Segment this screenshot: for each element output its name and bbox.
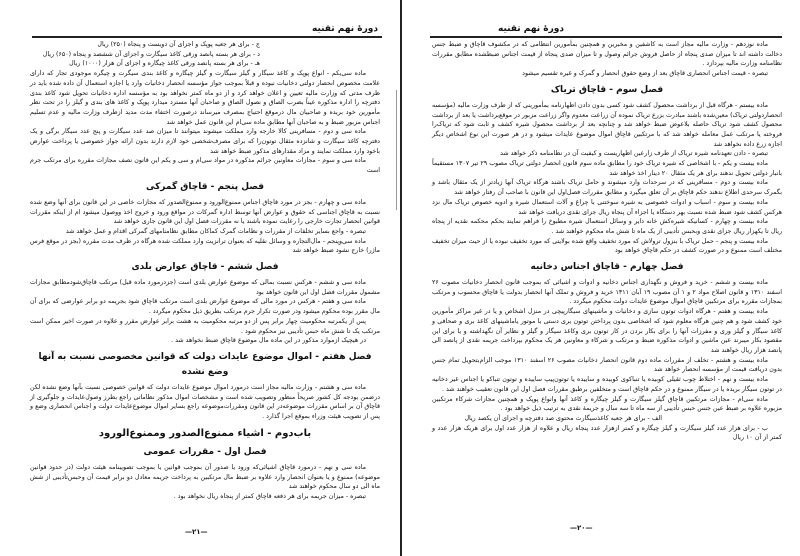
- article-paragraph: ماده سی‌وپنجم - مال‌التجاره و وسائل نقلیه که بعنوان ترانزیت وارد مملکت شده هرگاه در ظرف مدت مقرره (بجز در موقع فرس ماژر) خارج نشود ضبط خواهد شد: [30, 237, 380, 255]
- article-paragraph: ماده سی و هشتم - وزارت مالیه مجاز است درمورد اموال موضوع عایدات دولت که قوانین خصوصی نسبت بآنها وضع نشده لکن درضمن بودجه کل کشور صریحاً منظور وتصویب شده است و مشخصات اموال مذکور نظاماتی راجع بطرز وصول‌عایدات و جلوگیری از قاچاق آن بر اساس مقررات موضوعه‌در این قانون ومقررات‌موضوعه راجع بسایر اموال موضوع‌عایدات دولت و اجناس انحصاری وضع و پس از تصویب هیئت وزراء بموقع اجرا گذارد .: [30, 383, 380, 421]
- article-paragraph: پس از یکمرتبه محکومیت چهار برابر پس از دو مرتبه محکومیت به هشت برابر عوارض مقرر و علاوه در صورت اخیر ممکن است مرتکب یک تا شش ماه حبس تأدیبی نیز محکوم شود .: [30, 317, 380, 335]
- list-item: ج - برای هر جعبه پوپک و اجزای آن دویست و پنجاه (۲۵۰) ریال: [97, 41, 260, 48]
- article-paragraph: ماده بیست و ششم - خرید و فروش و نگهداری اجناس دخانیه و ادوات و اشیائی که بموجب قانون انحصار دخانیات مصوب ۲۶ اسفند ۱۳۱۰ و قانون اصلاح مواد ۲ و ۱ آن مصوب ۱۹ آبان ۱۳۱۱ خرید و فروش و تملک آنها انحصار بدولت یا قاچاق محسوب و مرتکب بمجازات مقرره برای مرتکبین قاچاق اموال موضوع عایدات دولت محکوم میگردد .: [432, 279, 782, 306]
- part-heading: باب‌دوم - اشیاء ممنوع‌الصدور وممنوع‌الورود: [98, 427, 312, 439]
- article-paragraph: ماده بیست و هشتم - تخلف از مقررات ماده دوم قانون انحصار دخانیات مصوب ۲۶ اسفند ۱۳۱۰ موجب الزام‌بتحویل تمام جنس بدون دریافت قیمت از مؤسسه انحصار خواهد شد: [432, 356, 782, 374]
- section-heading: فصل چهارم - قاچاق اجناس دخانیه: [530, 262, 684, 273]
- page-body: [432, 40, 782, 443]
- article-paragraph: تبصره - دادن تعهدنامه شیره تریاک از طرف زارعین اظهاریست و کیفیت آن در نظامنامه ذکر خواهد شد: [500, 150, 768, 158]
- header-rule: [32, 36, 382, 38]
- article-paragraph: ماده سی و دوم - مسافرینی کالا خارجه وارد مملکت میشوند میتوانند تا میزان صد عدد سیگارت و پنج عدد سیگار برگی و یک دفترچه کاغذ سیگارت و شانزده مثقال توتون‌را که برای مصرف‌شخصی خود لازم دارند بدون ارائه جواز خصوصی یا پرداخت عوارض باخود وارد مملکت نمایند و مزاد مقدارهای مذکور ضبط خواهد شد: [30, 128, 380, 155]
- article-paragraph: ماده بیست و دوم - مسافرینی که در سرحدات وارد میشوند و حامل تریاک باشند هرگاه تریاک آنها زیادتر از یک مثقال باشد و بگمرک سرحدی اطلاع ندهند حکم قاچاق بر آن تعلق میگیرد و مطابق مقررات فصل‌اول این قانون با صاحب آن رفتار خواهد شد: [432, 179, 782, 197]
- article-paragraph: ماده سی و سوم - مجازات معاونین جرائم مذکوره در مواد سی‌ام و سی و یکم این قانون نصف مجازات مقرره برای مرتکب جرم است: [30, 157, 380, 175]
- section-heading: فصل هفتم - اموال موضوع عایدات دولت که قوانین مخصوصی نسبت به آنها وضع نشده: [38, 351, 372, 377]
- section-heading: فصل ششم - قاچاق عوارض بلدی: [131, 262, 279, 273]
- section-heading: فصل سوم - قاچاق تریاک: [550, 84, 664, 95]
- article-paragraph: ب - برای هزار عدد گیلز سیگارت و گیلز چیگاره و کمتر ازهزار عدد پنجاه ریال و علاوه از هزار عدد اول برای هریک هزار عدد و کمتر از آن ۱۰ ریال: [432, 424, 782, 442]
- article-paragraph: ماده بیست و سوم - اسباب و ادوات خصوصی به شیره سوختنی با چراغ و آلات استعمال شیره و ادویه خصوص تریاک مال نزد هرکس کشف شود ضبط شده نسبت بهر دستگاه یا اجزاء آن پنجاه ریال جزای نقدی دریافت خواهد شد: [432, 198, 782, 216]
- list-item: هـ - برای هر بسته پانصد ورقی کاغذ چیگاره و اجزای آن هزار (۱۰۰۰) ریال: [69, 60, 260, 68]
- article-paragraph: ماده بیست و پنجم - حمل تریاک با بنزول ترولاش که مورد تخفیف واقع شده بولایتی که مورد تخفیف نبوده یا از حیث میزان تخفیف مختلف است ممنوع و در صورت کشف در حکم قاچاق خواهد بود: [432, 237, 782, 255]
- list-item: د - برای هر بسته پانصد ورقی کاغذ سیگارت و اجزای آن ششصد و پنجاه (۶۵۰) ریال: [42, 50, 260, 58]
- section-heading: فصل اول - مقررات عمومی: [143, 446, 267, 457]
- article-paragraph: در هیچیک ازموارد مذکور در این ماده مال موضوع قاچاق ضبط نخواهد شد .: [171, 337, 366, 345]
- article-paragraph: ماده نوزدهم - وزارت مالیه مجاز است به کاشفین و مخبرین و همچنین بمأمورین انتظامی که در مکشوف قاچاق و ضبط جنس دخالت داشته اند تا میزان صدی پنجاه از حاصل فروش جرائم وصول و تا میزان صدی پنجاه از قیمت اجناس ضبطشده مطابق مقررات نظامنامه وزارت مالیه بپردازد .: [432, 41, 782, 68]
- article-paragraph: ماده سی و ششم - هرکس نسبت بمالی که موضوع عوارض بلدی است (جزدرمورد ماده قبل) مرتکب قاچاق‌شودمطابق مجازات مشمول مقررات فصل اول این قانون خواهد بود: [30, 279, 380, 296]
- page-body: [30, 40, 380, 502]
- scan-edge: [396, 90, 397, 210]
- article-paragraph: ماده بیست و یکم - با اشخاصی که شیره تریاک خود را مطابق ماده سوم قانون انحصار دولتی تریاک مصوب ۲۹ تیر ۱۳۰۷ مستقیماً بانبار دولتی تحویل ندهند برای هر یک مثقال ۲۰ دینار اخذ خواهد شد: [432, 160, 782, 177]
- article-paragraph: ماده بیست و نهم - اختلاط چوب ثقیلی کوبیده یا تنباکوی کوبیده و ساییده یا توتون‌پیپ ساییده و توتون تنباکو یا اجناس غیر دخانیه در توتون سیگار بریده یا در سیگار ممنوع و در حکم قاچاق است و متخلفین برطبق مقررات فصل اول این قانون تعقیب خواهند شد .: [432, 376, 782, 393]
- article-paragraph: ماده بیست و چهارم - کسانیکه شیره‌کش خانه دایر و وسائل استعمال شیره مطبوخ را فراهم نمایند بحکم محکمه نقدیه از پنجاه ریال تا یکهزار ریال جزای نقدی وبحبس تأدیبی از یک ماه تا شش ماه محکوم خواهند شد .: [432, 218, 782, 235]
- right-page: [400, 0, 800, 556]
- article-paragraph: ماده سی و چهارم - بجز در مورد قاچاق اجناس ممنوع‌الورود و ممنوع‌الصدور که مجازات خاصی در این قانون برای آنها وضع شده نسبت به قاچاق اجناسی که حقوق و عوارض آنها توسط اداره گمرکات در مواقع ورود و خروج اخذ ووصول میشود ام از اینکه مقررات قوانین انحصار تجارت خارجی را رعایت نموده باشند یا نه مقررات فصل اول این قانون جاری خواهد شد: [30, 198, 380, 226]
- page-number: —۲۰—: [570, 524, 593, 532]
- article-paragraph: ماده بیست و هفتم - هرگاه ادوات توتون سازی و دخانیات و ماشینهای سیگارپیچی در منزل اشخاص و یا در غیر مراکز مأمورین خود کشف شود و هم چنین هرگاه معلوم شود که اشخاصی بدون پرداختن توتون بری دستی یا موتور یاماشینهای کاغذ بری و صحافی و کاغذ سیگار و گیلز وری و مفرزات آنها را برای بکار بردن در کار توتون بری وکاغذ سیگار و گیلز و نظایر آن نگهداشته و یا برای این مقصود بکار میبرند عین ماشین و ادوات مذکوره ضبط و مرتکب و شرکاء و معاونین هر یک محکوم بپرداخت جریمه نقدی از پانصد الی پانصد هزار ریال خواهند شد: [432, 308, 782, 354]
- header-rule: [430, 36, 782, 38]
- list-item: الف - برای هر جعبه کاغذسیگارت محتوی صد دفترچه و اجزای آن یکصد ریال: [464, 414, 662, 422]
- article-paragraph: ماده سی و نهم - درمورد قاچاق اشیائی‌که ورود یا صدور آن بموجب قوانین یا بموجب تصویبنامه هیئت دولت (در حدود قوانین موضوعه) ممنوع و یا بعنوان انحصار وارد علاوه بر ضبط مال مرتکبین به پرداخت جریمه معادل دو برابر قیمت آن وحبس‌تأدیبی از شش ماه الی دو سال محکوم خواهند شد: [30, 463, 380, 491]
- page-header: دورهٔ نهم تقنیه: [311, 24, 378, 34]
- article-paragraph: تبصره - قیمت اجناس انحصاری قاچاق بعد از وضع حقوق انحصار و گمرک و غیره تقسیم میشود: [522, 70, 768, 78]
- page-header: دورهٔ نهم تقنیه: [497, 24, 564, 34]
- page-number: —۲۱—: [185, 528, 208, 536]
- article-paragraph: ماده سی‌یکم - انواع پوپک و کاغذ سیگار و گیلز سیگارت و گیلز چیگاره و کاغذ بندی سیگرت و چیگره موجودی تجار که دارای علامت مخصوص انحصار دولتی دخانیات نبوده و قبلاً بموجب جواز مؤسسه انحصار دخانیات وارد یا اجازه استعمال آن داده شده باید در ظرف مدتی که وزارت مالیه تعیین و اعلان خواهد کرد و از دو ماه کمتر نخواهد بود به مؤسسه اداره دخانیات تحویل شود کاغذ بندی دفترچه را اداره مذکوره عیناً بضرب الصاق و نصول الصاق و صاحبان آنها مسترد میدارد پوپک و کاغذ های بندی و گیلز را در تحت نظر مأمورین خود بریده و صاحبیان مال درموقع احتیاج بمصرف میرساند درصورت اختفاء مدت مدید ازطرف وزارت مالیه و عدم تسلیم اجناس مزبور ضبط و به صاحبان آنها مطابق ماده سی‌ام این قانون عمل خواهد شد: [30, 70, 380, 126]
- article-paragraph: تبصره - واجع بسایر تخلفات از مقررات و نظامات گمرک کماکان مطابق نظامنامهای گمرکی اقدام و عمل خواهد شد: [65, 227, 366, 235]
- section-heading: فصل پنجم - قاچاق گمرکی: [145, 181, 265, 192]
- article-paragraph: تبصره - میزان جریمه برای هر دفعه قاچاق کمتر از پنجاه ریال نخواهد بود .: [173, 492, 366, 500]
- article-paragraph: ماده سی و هفتم - هرکس در مورد مالی که موضوع عوارض بلدی است مرتکب قاچاق شود بجریمه دو برابر عوارضی که برای آن مال مقرر بوده محکوم میشود ودر صورت تکرار جرم مرتکب بطریق ذیل محکوم میگردد .: [30, 298, 380, 316]
- article-paragraph: ماده سی‌ام - مجازات مرتکبین قاچاق گیلز سیگارت و گیلز چیگاره و کاغذ آنها وانواع پوپک و همچنین مجازات شرکاء مرتکبین مزبوره علاوه بر ضبط عین جنس حبس تأدیبی از سه ماه تا سه سال و جریمهٔ نقدی به ترتیب ذیل خواهد بود .: [432, 395, 782, 413]
- article-paragraph: ماده بیستم - هرگاه قبل از برداشت محصول کشف شود کسی بدون دادن اظهارنامه بمأمورینی که از طرف وزارت مالیه (مؤسسه انحصاردولتی تریاک) معین‌شده باشند مبادرت بزرع تریاک نموده آن زراعت معدوم واگر زراعت مزبور در موقع‌برداشت یا بعد از برداشت محصول کشف شود تریاک حاصله بلاعوض ضبط خواهد شد و چنانچه بعد از برداشت محصول شیره کشف و ثابت شود که تریاک‌را فروخته یا مرتکب عمل معامله خواهد شد که با مرتکبین قاچاق اموال موضوع عایدات میشود و در هر صورت این نوع اشخاص دیگر اجازه زرع داده نخواهد شد: [432, 101, 782, 148]
